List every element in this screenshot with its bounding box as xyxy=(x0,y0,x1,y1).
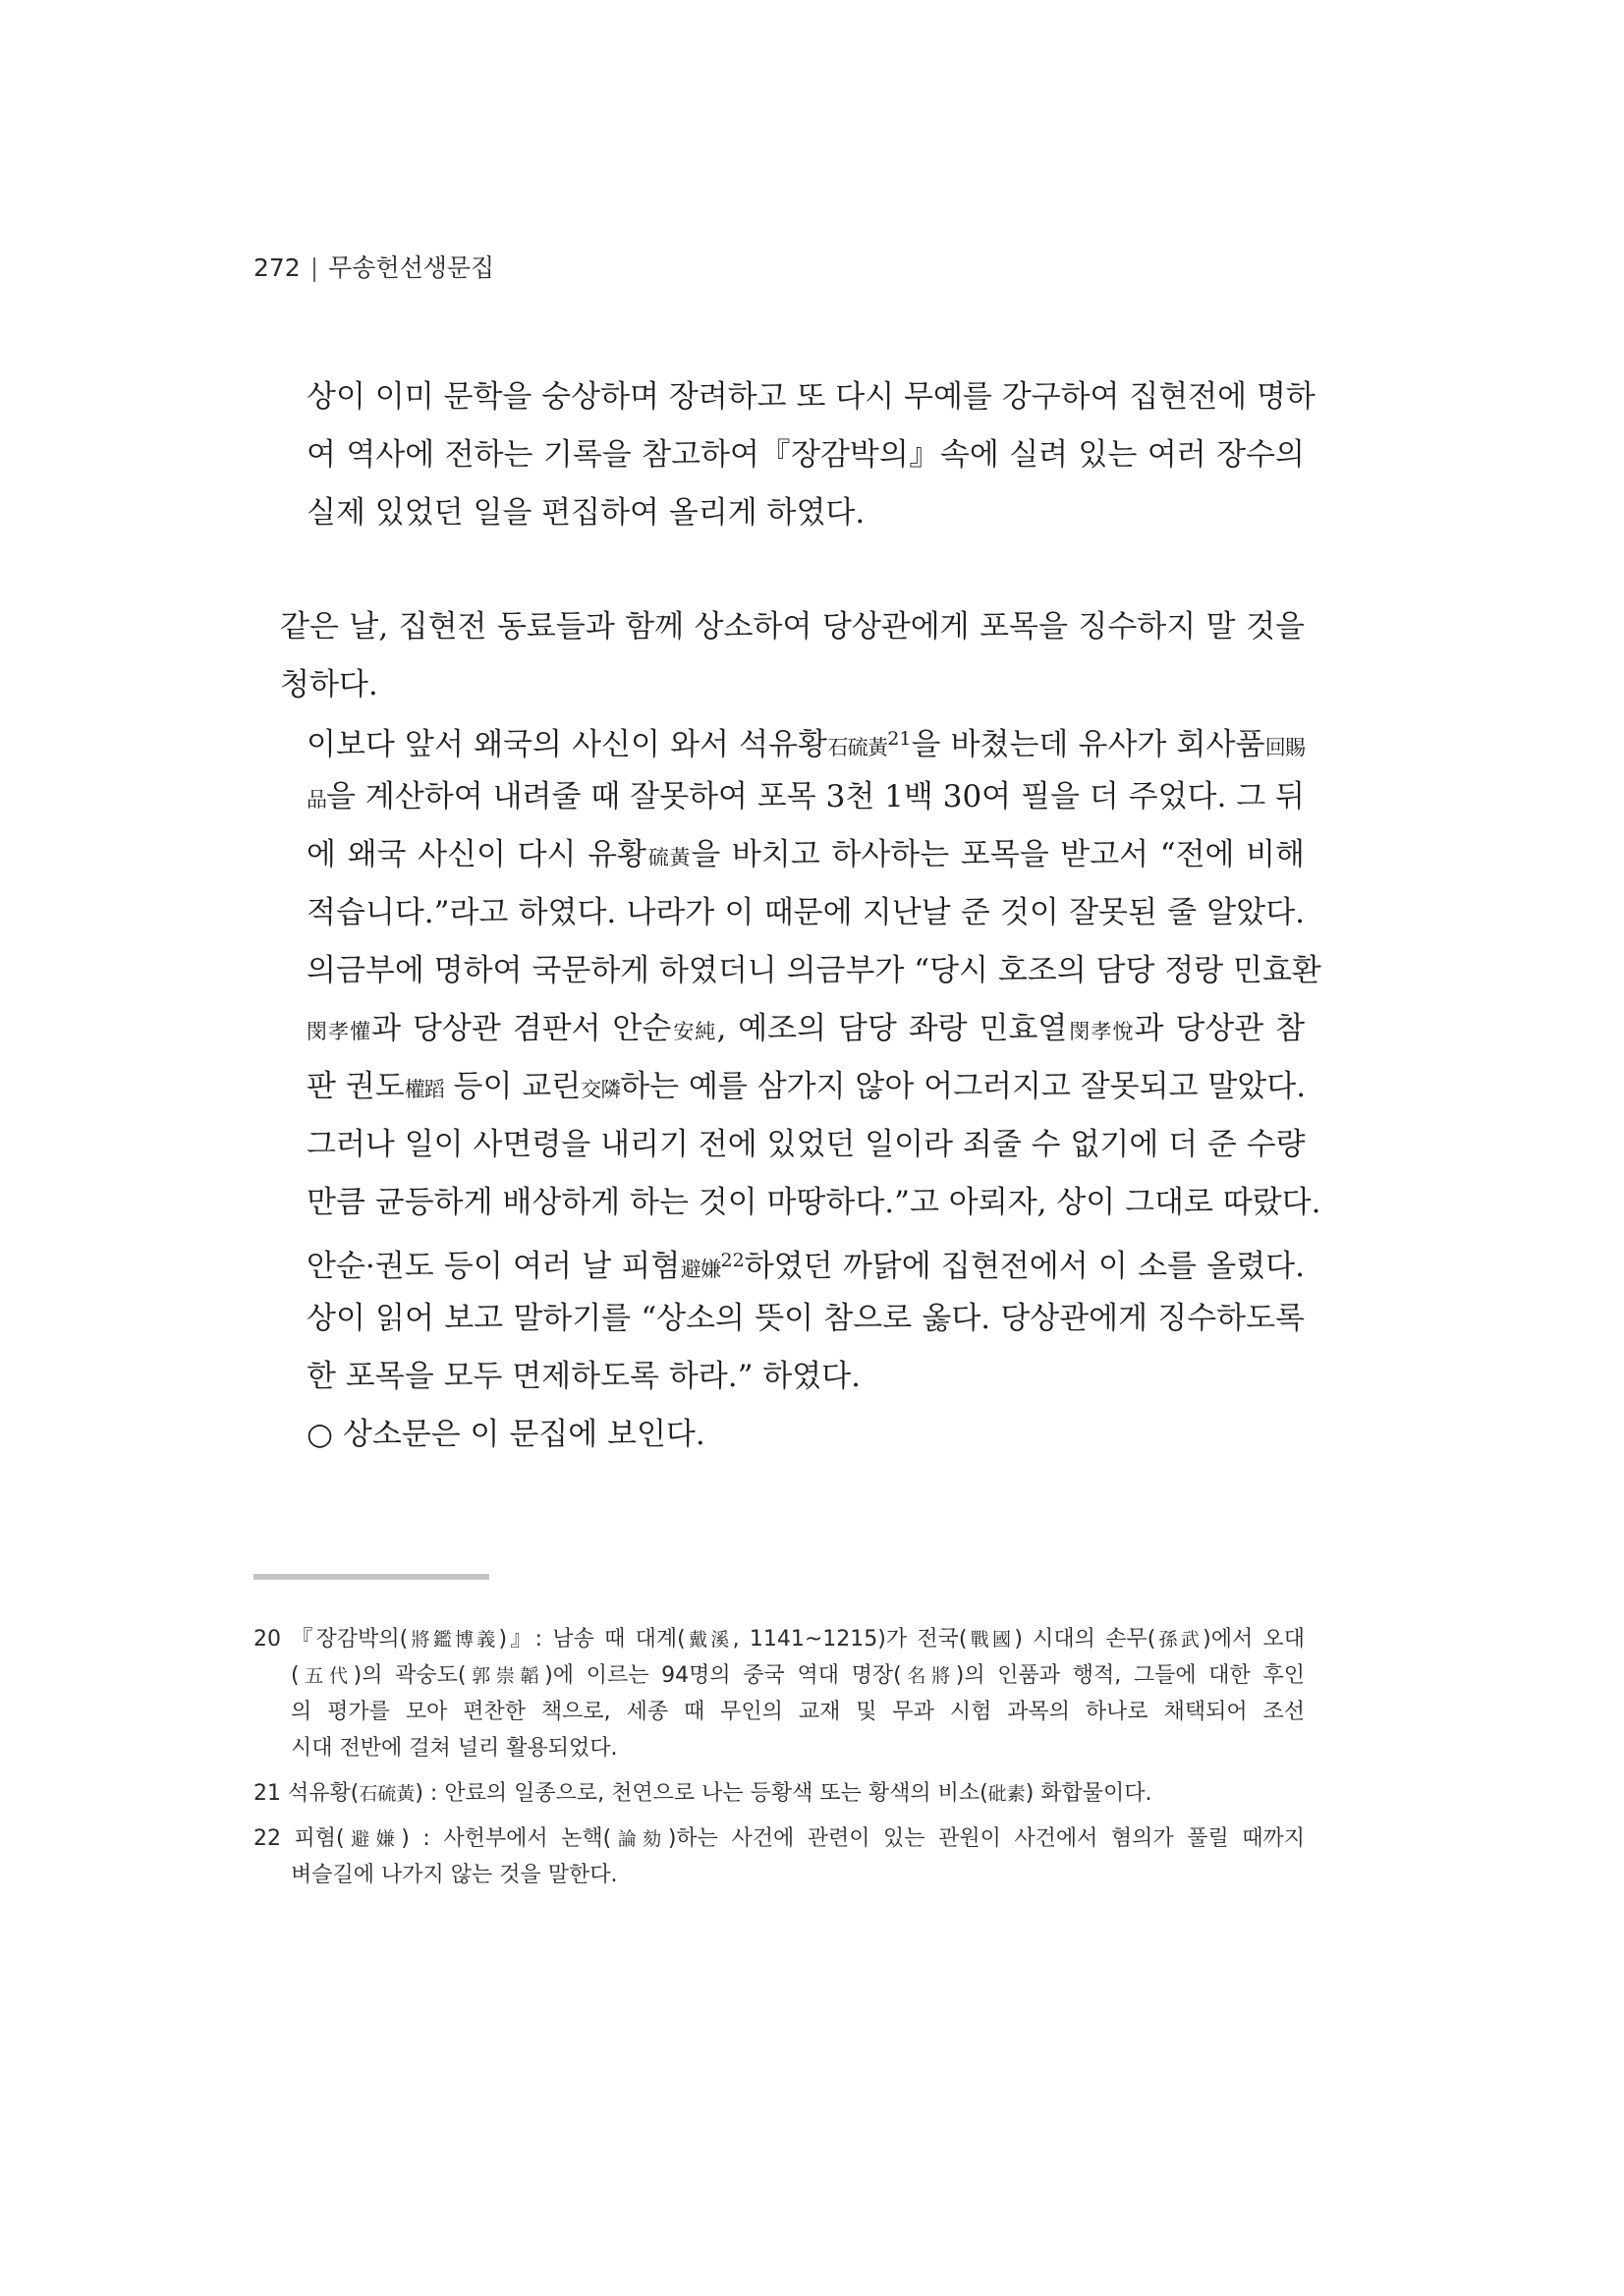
entry-heading-line-1: 같은 날, 집현전 동료들과 함께 상소하여 당상관에게 포목을 징수하지 말 것을 xyxy=(280,609,1305,644)
hanja-annotation: 安純 xyxy=(671,1020,717,1043)
hanja-annotation: 硫黃 xyxy=(646,846,692,869)
body-line-7: 판 권도權蹈 등이 교린交隣하는 예를 삼가지 않아 어그러지고 잘못되고 말았다. xyxy=(307,1069,1307,1104)
footnote-20-line-2: (五代)의 곽숭도(郭崇韜)에 이르는 94명의 중국 역대 명장(名將)의 인품과 행적, 그들에 대한 후인 xyxy=(291,1663,1305,1688)
entry-heading-line-2: 청하다. xyxy=(280,667,378,702)
footnote-20-number: 20 xyxy=(253,1627,281,1652)
body-line-5: 의금부에 명하여 국문하게 하였더니 의금부가 “당시 호조의 담당 정랑 민효환 xyxy=(307,953,1321,988)
footnote-21-number: 21 xyxy=(253,1781,281,1806)
hanja-annotation: 權蹈 xyxy=(404,1078,444,1101)
hanja-annotation: 閔孝悅 xyxy=(1067,1020,1135,1043)
footnote-ref-22: 22 xyxy=(720,1250,745,1271)
body-line-9: 만큼 균등하게 배상하게 하는 것이 마땅하다.”고 아뢰자, 상이 그대로 따랐다. xyxy=(307,1185,1321,1220)
body-line-2: 品을 계산하여 내려줄 때 잘못하여 포목 3천 1백 30여 필을 더 주었다. 그 뒤 xyxy=(307,779,1305,814)
hanja-annotation: 回賜 xyxy=(1264,736,1306,759)
body-line-11: 상이 읽어 보고 말하기를 “상소의 뜻이 참으로 옳다. 당상관에게 징수하도록 xyxy=(307,1301,1305,1336)
footnote-20-line-3: 의 평가를 모아 편찬한 책으로, 세종 때 무인의 교재 및 무과 시험 과목의 하나로 채택되어 조선 xyxy=(291,1700,1305,1724)
para1-line-3: 실제 있었던 일을 편집하여 올리게 하였다. xyxy=(307,495,866,531)
body-line-10: 안순·권도 등이 여러 날 피혐避嫌$^{22}$하였던 까닭에 집현전에서 이 소를 올렸다. xyxy=(307,1249,1305,1284)
footnote-20-line-1: 20 『장감박의(將鑑博義)』: 남송 때 대계(戴溪, 1141~1215)가 전국(戰國) 시대의 손무(孫武)에서 오대 xyxy=(253,1627,1305,1652)
footnote-22-number: 22 xyxy=(253,1826,281,1851)
footnote-divider xyxy=(253,1574,489,1580)
running-head xyxy=(253,249,494,284)
para1-line-1: 상이 이미 문학을 숭상하며 장려하고 또 다시 무예를 강구하여 집현전에 명하 xyxy=(307,379,1316,415)
hanja-annotation: 石硫黃 xyxy=(827,736,888,759)
para1-line-2: 여 역사에 전하는 기록을 참고하여『장감박의』속에 실려 있는 여러 장수의 xyxy=(307,437,1305,473)
footnote-20-line-4: 시대 전반에 걸쳐 널리 활용되었다. xyxy=(291,1736,618,1761)
footnote-ref-21: 21 xyxy=(887,728,912,750)
body-line-13: ○ 상소문은 이 문집에 보인다. xyxy=(307,1417,705,1452)
hanja-annotation: 交隣 xyxy=(581,1078,621,1101)
body-line-4: 적습니다.”라고 하였다. 나라가 이 때문에 지난날 준 것이 잘못된 줄 알았다. xyxy=(307,895,1305,930)
footnote-22-line-2: 벼슬길에 나가지 않는 것을 말한다. xyxy=(291,1863,618,1887)
body-line-8: 그러나 일이 사면령을 내리기 전에 있었던 일이라 죄줄 수 없기에 더 준 수량 xyxy=(307,1127,1306,1162)
body-line-6: 閔孝懽과 당상관 겸판서 안순安純, 예조의 담당 좌랑 민효열閔孝悅과 당상관 참 xyxy=(307,1011,1306,1046)
header-separator: | xyxy=(309,253,319,282)
body-line-3: 에 왜국 사신이 다시 유황硫黃을 바치고 하사하는 포목을 받고서 “전에 비해 xyxy=(307,837,1306,872)
page-number: 272 xyxy=(253,253,301,282)
footnote-22-line-1: 22 피혐(避嫌) : 사헌부에서 논핵(論劾)하는 사건에 관련이 있는 관원이 사건에서 혐의가 풀릴 때까지 xyxy=(253,1826,1305,1851)
hanja-annotation: 品 xyxy=(307,788,327,812)
hanja-annotation: 避嫌 xyxy=(680,1258,721,1281)
book-title: 무송헌선생문집 xyxy=(328,253,495,282)
body-line-12: 한 포목을 모두 면제하도록 하라.” 하였다. xyxy=(307,1359,861,1394)
body-line-1: 이보다 앞서 왜국의 사신이 와서 석유황石硫黃$^{21}$을 바쳤는데 유사가 회사품回賜 xyxy=(307,727,1306,762)
footnote-21: 21 석유황(石硫黃) : 안료의 일종으로, 천연으로 나는 등황색 또는 황색의 비소(砒素) 화합물이다. xyxy=(253,1781,1152,1806)
hanja-annotation: 閔孝懽 xyxy=(307,1020,372,1043)
